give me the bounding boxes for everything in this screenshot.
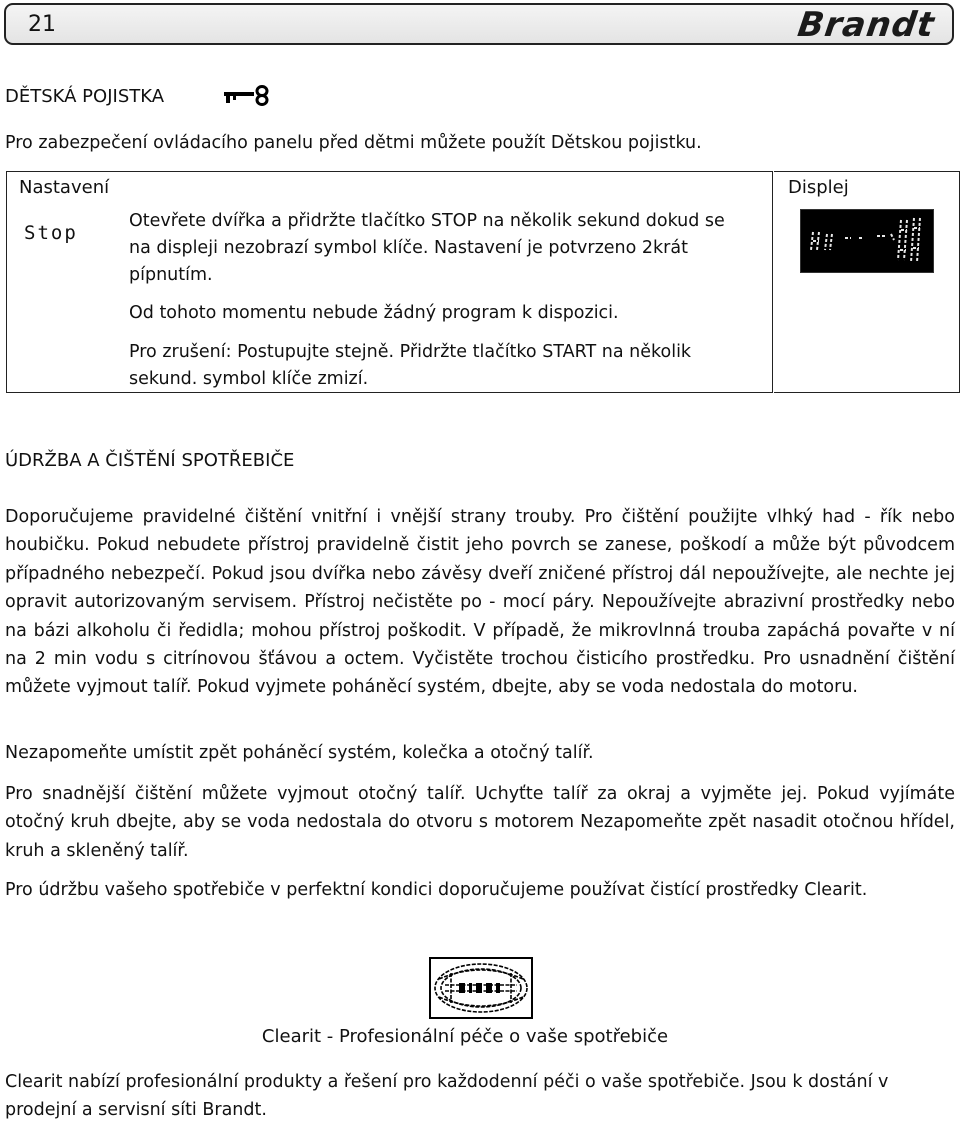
display-screen [800, 209, 934, 273]
page-header [4, 3, 954, 45]
key-icon [222, 85, 274, 107]
child-lock-intro: Pro zabezpečení ovládacího panelu před dětmi můžete použít Dětskou pojistku. [5, 133, 702, 153]
display-key-symbol [801, 210, 933, 272]
maintenance-paragraph-1: Doporučujeme pravidelné čištění vnitřní i vnější strany trouby. Pro čištění použijte vlhký had - řík nebo houbičku. Pokud nebudete přístroj pravidelně čistit jeho povrch se zanese, poškodí a může být původcem případného nebezpečí. Pokud jsou dvířka nebo závěsy dveří zničené přístroj dál nepoužívejte, ale nechte jej opravit autorizovaným servisem. Přístroj nečistěte po - mocí páry. Nepoužívejte abrazivní prostředky nebo na bázi alkoholu či ředidla; mohou přístroj poškodit. V případě, že mikrovlnná trouba zapáchá povařte v ní na 2 min vodu s citrínovou šťávou a octem. Vyčistěte trochou čisticího prostředku. Pro usnadnění čištění můžete vyjmout talíř. Pokud vyjmete poháněcí systém, dbejte, aby se voda nedostala do motoru. [5, 507, 955, 698]
display-panel [774, 171, 960, 393]
maintenance-paragraph-3: Pro snadnější čištění můžete vyjmout otočný talíř. Uchyťte talíř za okraj a vyjměte jej. Pokud vyjímáte otočný kruh dbejte, aby se voda nedostala do otvoru s motorem Nezapomeňte zpět nasadit otočnou hřídel, kruh a skleněný talíř. [5, 784, 955, 861]
clearit-paragraph: Clearit nabízí profesionální produkty a řešení pro každodenní péči o vaše spotřebiče. Jsou k dostání v prodejní a servisní síti Brandt. [5, 1072, 889, 1121]
maintenance-paragraph-2: Nezapomeňte umístit zpět poháněcí systém, kolečka a otočný talíř. [5, 743, 594, 763]
child-lock-heading: DĚTSKÁ POJISTKA [5, 86, 165, 107]
instruction-note: Od tohoto momentu nebude žádný program k dispozici. [129, 303, 619, 323]
brand-logo: Brandt [794, 5, 937, 45]
page-number: 21 [28, 12, 56, 37]
clearit-logo-image [429, 957, 533, 1019]
stop-label: Stop [24, 222, 78, 244]
display-title: Displej [788, 177, 849, 198]
instruction-lock: Otevřete dvířka a přidržte tlačítko STOP na několik sekund dokud se na displeji nezobrazí symbol klíče. Nastavení je potvrzeno 2krát pípnutím. [129, 211, 725, 285]
settings-title: Nastavení [19, 177, 110, 198]
clearit-caption: Clearit - Profesionální péče o vaše spotřebiče [261, 1026, 669, 1047]
instruction-cancel: Pro zrušení: Postupujte stejně. Přidržte tlačítko START na několik sekund. symbol klíče zmizí. [129, 342, 692, 389]
settings-panel [6, 171, 773, 393]
maintenance-paragraph-4: Pro údržbu vašeho spotřebiče v perfektní kondici doporučujeme používat čistící prostředky Clearit. [5, 880, 868, 900]
maintenance-heading: ÚDRŽBA A ČIŠTĚNÍ SPOTŘEBIČE [5, 450, 295, 471]
